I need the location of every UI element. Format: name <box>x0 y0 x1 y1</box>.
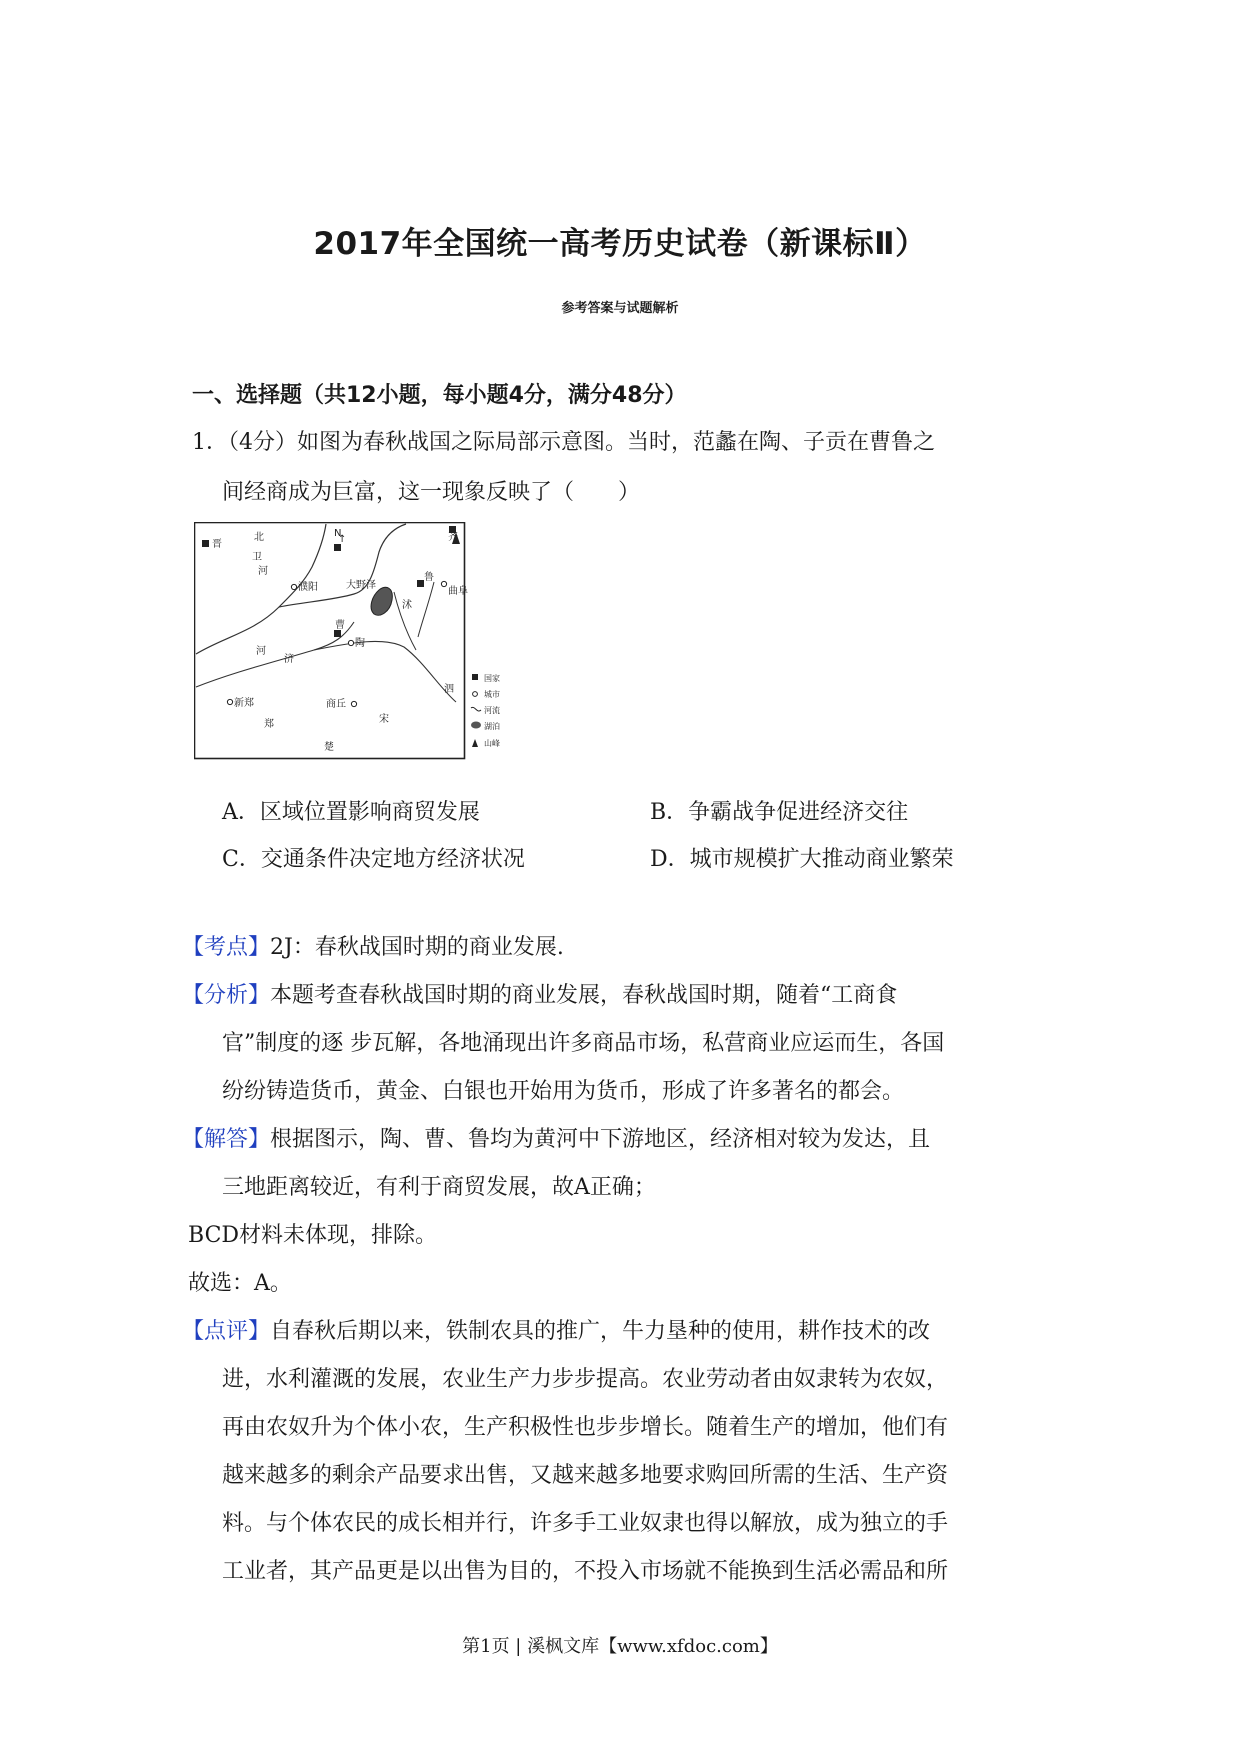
question-1-line-2: 间经商成为巨富，这一现象反映了（ ） <box>222 480 641 505</box>
legend-river-swatch <box>471 707 481 711</box>
dianping-line-3: 再由农奴升为个体小农，生产积极性也步步增长。随着生产的增加，他们有 <box>222 1415 949 1440</box>
bcd-line: BCD材料未体现，排除。 <box>188 1223 438 1248</box>
option-a-letter: A． <box>222 800 260 825</box>
map-label-puyang: 濮阳 <box>298 582 318 593</box>
map-label-qufu: 曲阜 <box>448 586 468 597</box>
fenxi-text-1: 本题考查春秋战国时期的商业发展，春秋战国时期，随着“工商食 <box>270 983 898 1008</box>
legend-lake-label: 湖泊 <box>484 722 500 731</box>
dianping-tag: 【点评】 <box>182 1319 271 1344</box>
legend-city-label: 城市 <box>484 690 500 699</box>
option-a <box>222 795 480 826</box>
fenxi-line-1 <box>182 978 897 1009</box>
city-shangqiu <box>351 701 356 706</box>
jieda-text-1: 根据图示，陶、曹、鲁均为黄河中下游地区，经济相对较为发达，且 <box>270 1127 931 1152</box>
question-number: 1． <box>192 430 228 455</box>
map-svg <box>194 522 540 760</box>
jieda-line-2: 三地距离较近，有利于商贸发展，故A正确； <box>222 1175 656 1200</box>
map-label-song: 宋 <box>379 714 389 725</box>
dianping-line-1 <box>182 1314 930 1345</box>
map-north-arrow: ↑ <box>338 534 347 545</box>
map-label-ji: 济 <box>284 654 294 665</box>
jieda-tag: 【解答】 <box>182 1127 271 1152</box>
map-label-n: N <box>334 528 342 539</box>
city-tao <box>348 640 353 645</box>
page-subtitle: 参考答案与试题解析 <box>561 301 679 316</box>
map-label-wei: 卫 <box>252 552 262 563</box>
map-label-si: 泗 <box>444 684 454 695</box>
dianping-line-5: 料。与个体农民的成长相并行，许多手工业奴隶也得以解放，成为独立的手 <box>222 1511 949 1536</box>
legend-lake-swatch <box>471 722 481 729</box>
fenxi-line-2: 官”制度的逐 步瓦解，各地涌现出许多商品市场，私营商业应运而生，各国 <box>222 1031 945 1056</box>
fenxi-line-3: 纷纷铸造货币，黄金、白银也开始用为货币，形成了许多著名的都会。 <box>222 1079 905 1104</box>
state-wei-marker <box>334 544 341 551</box>
map-label-shangqiu: 商丘 <box>326 699 346 710</box>
map-frame <box>195 523 465 759</box>
legend-state-swatch <box>472 674 478 680</box>
map-label-ju: 沭 <box>402 600 412 611</box>
option-b-text: 争霸战争促进经济交往 <box>688 800 909 825</box>
map-label-chu: 楚 <box>324 742 334 753</box>
option-c-letter: C． <box>222 847 261 872</box>
map-label-xinzheng: 新郑 <box>234 698 254 709</box>
dianping-text-1: 自春秋后期以来，铁制农具的推广，牛力垦种的使用，耕作技术的改 <box>270 1319 931 1344</box>
legend-state-label: 国家 <box>484 674 500 683</box>
map-label-lu: 鲁 <box>424 572 434 583</box>
question-text-1: （4分）如图为春秋战国之际局部示意图。当时，范蠡在陶、子贡在曹鲁之 <box>228 430 935 455</box>
map-label-he-upper: 河 <box>258 566 268 577</box>
city-puyang <box>291 584 296 589</box>
jieda-line-1 <box>182 1122 930 1153</box>
option-d <box>650 842 954 873</box>
map-label-daye: 大野泽 <box>346 580 376 591</box>
dianping-line-6: 工业者，其产品更是以出售为目的，不投入市场就不能换到生活必需品和所 <box>222 1559 949 1584</box>
option-a-text: 区域位置影响商贸发展 <box>259 800 480 825</box>
option-c-text: 交通条件决定地方经济状况 <box>260 847 525 872</box>
city-xinzheng <box>227 699 232 704</box>
state-lu-marker <box>417 580 424 587</box>
legend-mountain-label: 山峰 <box>484 739 500 748</box>
option-c <box>222 842 525 873</box>
kaodian-line <box>182 930 564 961</box>
map-label-he-left: 河 <box>256 646 266 657</box>
legend-river-label: 河流 <box>484 706 500 715</box>
kaodian-tag: 【考点】 <box>182 935 271 960</box>
question-map-figure <box>194 522 540 760</box>
city-qufu <box>441 581 446 586</box>
map-label-cao: 曹 <box>335 620 345 631</box>
page-footer: 第1页 | 溪枫文库【www.xfdoc.com】 <box>462 1636 778 1657</box>
legend-city-swatch <box>473 692 478 697</box>
map-label-jin: 晋 <box>212 539 222 550</box>
section-heading: 一、选择题（共12小题，每小题4分，满分48分） <box>192 383 687 408</box>
map-label-zheng: 郑 <box>264 719 274 730</box>
option-b <box>650 795 908 826</box>
kaodian-text: 2J：春秋战国时期的商业发展. <box>270 935 564 960</box>
dianping-line-4: 越来越多的剩余产品要求出售，又越来越多地要求购回所需的生活、生产资 <box>222 1463 949 1488</box>
fenxi-tag: 【分析】 <box>182 983 271 1008</box>
option-b-letter: B． <box>650 800 689 825</box>
legend-mountain-swatch <box>472 739 478 747</box>
map-label-bei: 北 <box>254 532 264 543</box>
question-1-line-1 <box>192 425 935 456</box>
map-label-qi: 齐 <box>448 532 458 543</box>
state-jin-marker <box>202 540 209 547</box>
state-cao-marker <box>334 630 341 637</box>
map-label-tao: 陶 <box>355 638 365 649</box>
guxuan-line: 故选：A。 <box>188 1271 292 1296</box>
dianping-line-2: 进，水利灌溉的发展，农业生产力步步提高。农业劳动者由奴隶转为农奴， <box>222 1367 949 1392</box>
page-title: 2017年全国统一高考历史试卷（新课标Ⅱ） <box>313 226 927 262</box>
option-d-letter: D． <box>650 847 690 872</box>
option-d-text: 城市规模扩大推动商业繁荣 <box>689 847 954 872</box>
